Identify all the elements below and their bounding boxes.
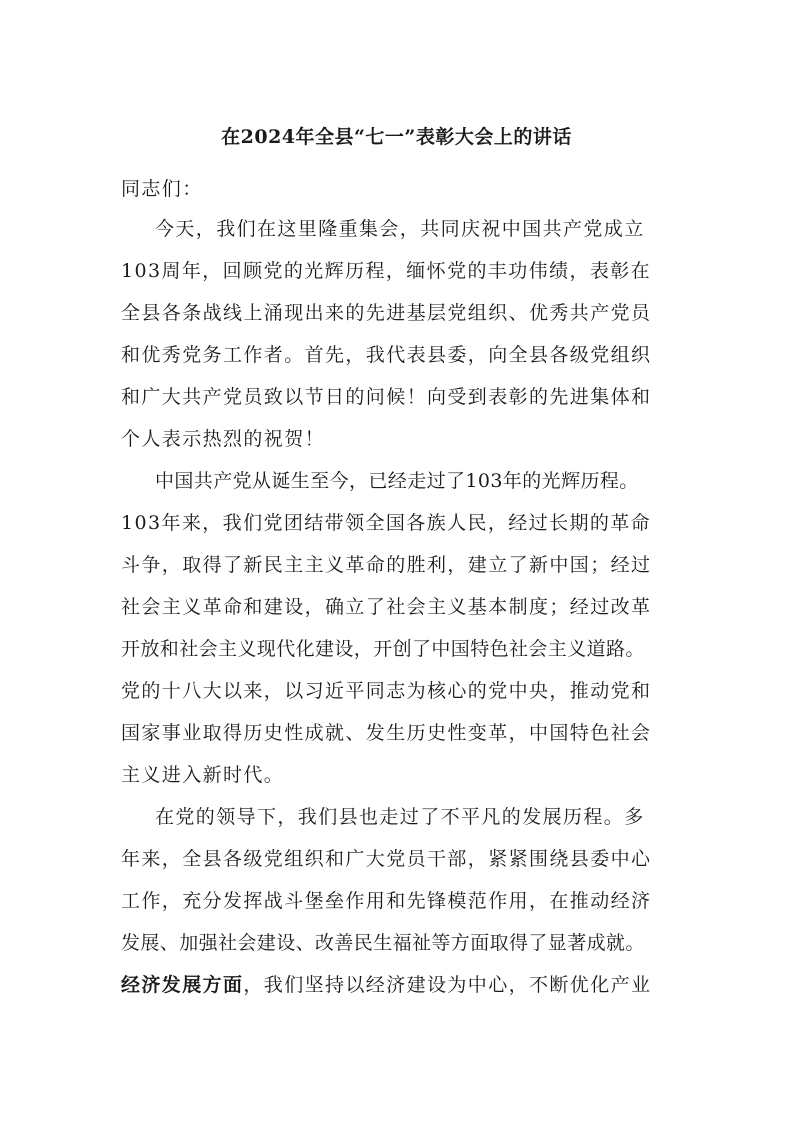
- paragraph-2-line-1: 中国共产党从诞生至今，已经走过了103年的光辉历程。: [155, 470, 639, 492]
- bold-heading-economic-development: 经济发展方面: [121, 974, 244, 996]
- paragraph-2-line-4: 社会主义革命和建设，确立了社会主义基本制度；经过改革: [121, 596, 652, 618]
- paragraph-3-line-5: [121, 970, 681, 1000]
- document-title: 在2024年全县“七一”表彰大会上的讲话: [221, 126, 572, 148]
- paragraph-2-line-2: 103年来，我们党团结带领全国各族人民，经过长期的革命: [121, 512, 652, 534]
- paragraph-1-line-5: 和广大共产党员致以节日的问候！向受到表彰的先进集体和: [121, 386, 652, 408]
- paragraph-2-line-5: 开放和社会主义现代化建设，开创了中国特色社会主义道路。: [121, 638, 645, 660]
- paragraph-3-line-1: 在党的领导下，我们县也走过了不平凡的发展历程。多: [155, 806, 645, 828]
- paragraph-2-line-6: 党的十八大以来，以习近平同志为核心的党中央，推动党和: [121, 680, 652, 702]
- paragraph-2-line-3: 斗争，取得了新民主主义革命的胜利，建立了新中国；经过: [121, 554, 652, 576]
- paragraph-3-line-2: 年来，全县各级党组织和广大党员干部，紧紧围绕县委中心: [121, 848, 652, 870]
- paragraph-1-line-3: 全县各条战线上涌现出来的先进基层党组织、优秀共产党员: [121, 302, 652, 324]
- paragraph-3-line-4: 发展、加强社会建设、改善民生福祉等方面取得了显著成就。: [121, 932, 645, 954]
- paragraph-1-line-1: 今天，我们在这里隆重集会，共同庆祝中国共产党成立: [155, 218, 645, 240]
- salutation: 同志们：: [121, 178, 203, 200]
- paragraph-2-line-8: 主义进入新时代。: [121, 764, 285, 786]
- paragraph-1-line-2: 103周年，回顾党的光辉历程，缅怀党的丰功伟绩，表彰在: [121, 260, 652, 282]
- paragraph-3-line-3: 工作，充分发挥战斗堡垒作用和先锋模范作用，在推动经济: [121, 890, 652, 912]
- paragraph-3-line-5-text: ，我们坚持以经济建设为中心，不断优化产业: [243, 974, 652, 996]
- paragraph-1-line-6: 个人表示热烈的祝贺！: [121, 428, 326, 450]
- paragraph-1-line-4: 和优秀党务工作者。首先，我代表县委，向全县各级党组织: [121, 344, 652, 366]
- paragraph-2-line-7: 国家事业取得历史性成就、发生历史性变革，中国特色社会: [121, 722, 652, 744]
